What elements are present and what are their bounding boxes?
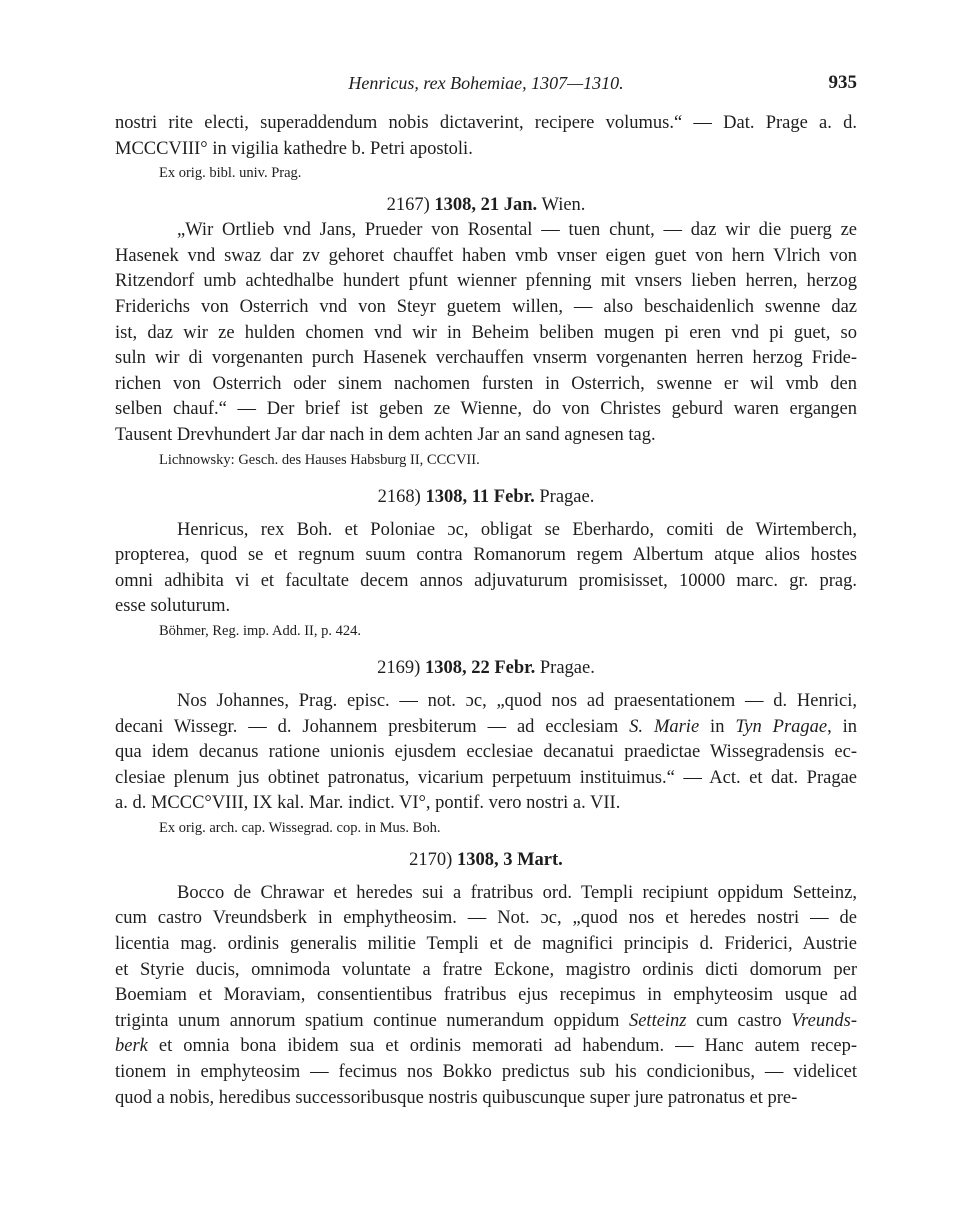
text-run: Tyn [735, 716, 762, 737]
text-line: Henricus, rex Boh. et Poloniae ɔc, obligat se Eberhardo, comiti de Wirtemberch, [177, 519, 857, 540]
text-run [643, 717, 654, 737]
text-run [762, 717, 773, 737]
text-run: , in [827, 716, 858, 737]
entry-heading-2169 [115, 655, 857, 681]
text-line: tionem in emphyteosim — fecimus nos Bokko predictus sub his condicionibus, — videlicet [115, 1062, 857, 1083]
text-run: in [699, 716, 736, 737]
entry-number: 2169) [377, 657, 421, 678]
text-line [115, 715, 857, 741]
text-run: Vreunds- [791, 1010, 857, 1031]
text-run: Setteinz [628, 1010, 687, 1031]
text-line: Ritzendorf umb achtedhalbe hundert pfunt wienner pfenning mit vnsers lieben herren, herzog [115, 271, 857, 292]
text-line: Boemiam et Moraviam, consentientibus fratribus ejus recepimus in emphyteosim usque ad [115, 985, 857, 1006]
text-line: Bocco de Chrawar et heredes sui a fratribus ord. Templi recipiunt oppidum Setteinz, [177, 882, 857, 903]
source-citation: Böhmer, Reg. imp. Add. II, p. 424. [159, 622, 362, 639]
text-line: Hasenek vnd swaz dar zv gehoret chauffet haben vmb vnser eigen guet von hern Vlrich von [115, 245, 857, 266]
text-line: richen von Osterrich oder sinem nachomen fursten in Osterrich, swenne er wil vmb den [115, 373, 857, 394]
entry-place: Pragae. [539, 657, 595, 678]
text-line: qua idem decanus ratione unionis ejusdem ecclesiae decanatui praedictae Wissegradensis ec- [115, 742, 857, 763]
text-line [115, 1009, 857, 1035]
entry-date: 1308, 22 Febr. [424, 657, 536, 678]
entry-date: 1308, 11 Febr. [425, 486, 535, 507]
entry-heading-2168 [115, 484, 857, 510]
entry-number: 2170) [409, 849, 453, 870]
text-line: nostri rite electi, superaddendum nobis dictaverint, recipere volumus.“ — Dat. Prage a. d. [115, 113, 857, 133]
entry-heading-2167 [115, 192, 857, 218]
entry-date: 1308, 3 Mart. [456, 849, 563, 870]
source-citation: Lichnowsky: Gesch. des Hauses Habsburg II, CCCVII. [159, 451, 480, 468]
text-line: propterea, quod se et regnum suum contra Romanorum regem Albertum atque alios hostes [115, 545, 857, 566]
text-line: esse soluturum. [115, 596, 231, 617]
entry-number: 2167) [386, 195, 430, 216]
text-line: Nos Johannes, Prag. episc. — not. ɔc, „quod nos ad praesentationem — d. Henrici, [177, 690, 857, 711]
text-line: ist, daz wir ze hulden chomen vnd wir in Beheim beliben mugen pi eren vnd pi guet, so [115, 322, 857, 343]
source-citation: Ex orig. bibl. univ. Prag. [159, 165, 302, 182]
running-title: Henricus, rex Bohemiae, 1307—1310. [348, 73, 624, 93]
text-line: a. d. MCCC°VIII, IX kal. Mar. indict. VI°, pontif. vero nostri a. VII. [115, 793, 621, 814]
text-run: Pragae [772, 716, 828, 737]
text-line: MCCCVIII° in vigilia kathedre b. Petri apostoli. [115, 138, 473, 159]
entry-number: 2168) [377, 486, 421, 507]
text-run: triginta unum annorum spatium continue numerandum oppidum [115, 1010, 629, 1031]
text-run: et omnia bona ibidem sua et ordinis memorati ad habendum. — Hanc autem recep- [147, 1036, 857, 1057]
page-number: 935 [828, 72, 857, 93]
text-run: berk [115, 1036, 148, 1057]
text-run: Marie [653, 716, 700, 737]
entry-heading-2170 [115, 847, 857, 873]
text-line: cum castro Vreundsberk in emphytheosim. — Not. ɔc, „quod nos et heredes nostri — de [115, 908, 857, 929]
text-run: S. [629, 716, 644, 737]
running-head [115, 70, 857, 100]
text-line: omni adhibita vi et facultate decem annos adjuvaturum promisisset, 10000 marc. gr. prag. [115, 570, 857, 591]
text-line: Friderichs von Osterrich vnd von Steyr guetem willen, — also beschaidenlich swenne daz [115, 296, 857, 317]
text-line: licentia mag. ordinis generalis militie Templi et de magnifici principis d. Friderici, Austrie [115, 934, 857, 955]
text-run: cum castro [686, 1010, 792, 1031]
text-run: decani Wissegr. — d. Johannem presbiterum — ad ecclesiam [115, 716, 630, 737]
text-line: et Styrie ducis, omnimoda voluntate a fratre Eckone, magistro ordinis dicti domorum per [115, 959, 857, 980]
source-citation: Ex orig. arch. cap. Wissegrad. cop. in Mus. Boh. [159, 819, 441, 836]
text-line: Tausent Drevhundert Jar dar nach in dem achten Jar an sand agnesen tag. [115, 424, 656, 445]
text-line: selben chauf.“ — Der brief ist geben ze Wienne, do von Christes geburd waren ergangen [115, 399, 857, 420]
text-line: suln wir di vorgenanten purch Hasenek verchauffen vnserm vorgenanten herren herzog Fride- [115, 348, 857, 369]
text-line: quod a nobis, heredibus successoribusque nostris quibuscunque super jure patronatus et pre- [115, 1087, 798, 1108]
text-line: „Wir Ortlieb vnd Jans, Prueder von Rosental — tuen chunt, — daz wir die puerg ze [177, 220, 857, 241]
entry-place: Pragae. [539, 486, 595, 507]
page-body [115, 111, 857, 1111]
entry-date: 1308, 21 Jan. [434, 195, 538, 216]
entry-place: Wien. [541, 195, 586, 216]
text-line [115, 1034, 857, 1060]
text-line: clesiae plenum jus obtinet patronatus, vicarium perpetuum instituimus.“ — Act. et dat. Pragae [115, 767, 857, 788]
